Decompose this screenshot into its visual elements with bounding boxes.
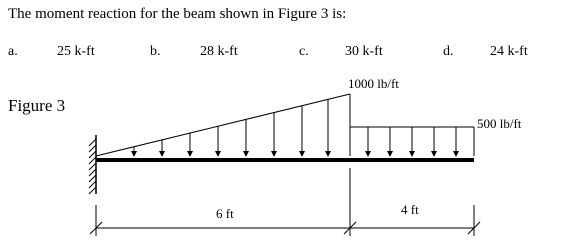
load-arrow bbox=[271, 113, 277, 157]
option-a-letter: a. bbox=[8, 44, 18, 59]
peak-load-label: 1000 lb/ft bbox=[348, 76, 399, 91]
option-c-value: 30 k-ft bbox=[345, 44, 383, 59]
uniform-load-label: 500 lb/ft bbox=[477, 116, 522, 131]
load-arrow bbox=[159, 140, 165, 157]
option-d-value: 24 k-ft bbox=[490, 44, 528, 59]
load-arrow bbox=[299, 106, 305, 157]
option-a-value: 25 k-ft bbox=[57, 44, 95, 59]
load-arrow bbox=[325, 99, 331, 157]
load-arrow bbox=[431, 127, 437, 157]
load-arrow bbox=[453, 127, 459, 157]
option-b-value: 28 k-ft bbox=[200, 44, 238, 59]
fixed-support bbox=[89, 135, 96, 194]
option-b-letter: b. bbox=[150, 44, 161, 59]
triangular-load bbox=[96, 94, 350, 156]
load-arrow bbox=[387, 127, 393, 157]
load-arrow bbox=[243, 119, 249, 157]
load-arrow bbox=[187, 133, 193, 157]
beam bbox=[96, 158, 474, 162]
load-arrow bbox=[409, 127, 415, 157]
figure-label: Figure 3 bbox=[8, 96, 66, 115]
span-2-label: 4 ft bbox=[401, 202, 419, 217]
load-arrow bbox=[131, 147, 137, 157]
option-c-letter: c. bbox=[299, 44, 309, 59]
load-arrows bbox=[131, 99, 459, 157]
option-d-letter: d. bbox=[443, 44, 454, 59]
load-arrow bbox=[365, 127, 371, 157]
dimension-line bbox=[90, 168, 480, 236]
span-1-label: 6 ft bbox=[216, 206, 234, 221]
question-text: The moment reaction for the beam shown in Figure 3 is: bbox=[8, 6, 347, 22]
load-arrow bbox=[215, 126, 221, 157]
